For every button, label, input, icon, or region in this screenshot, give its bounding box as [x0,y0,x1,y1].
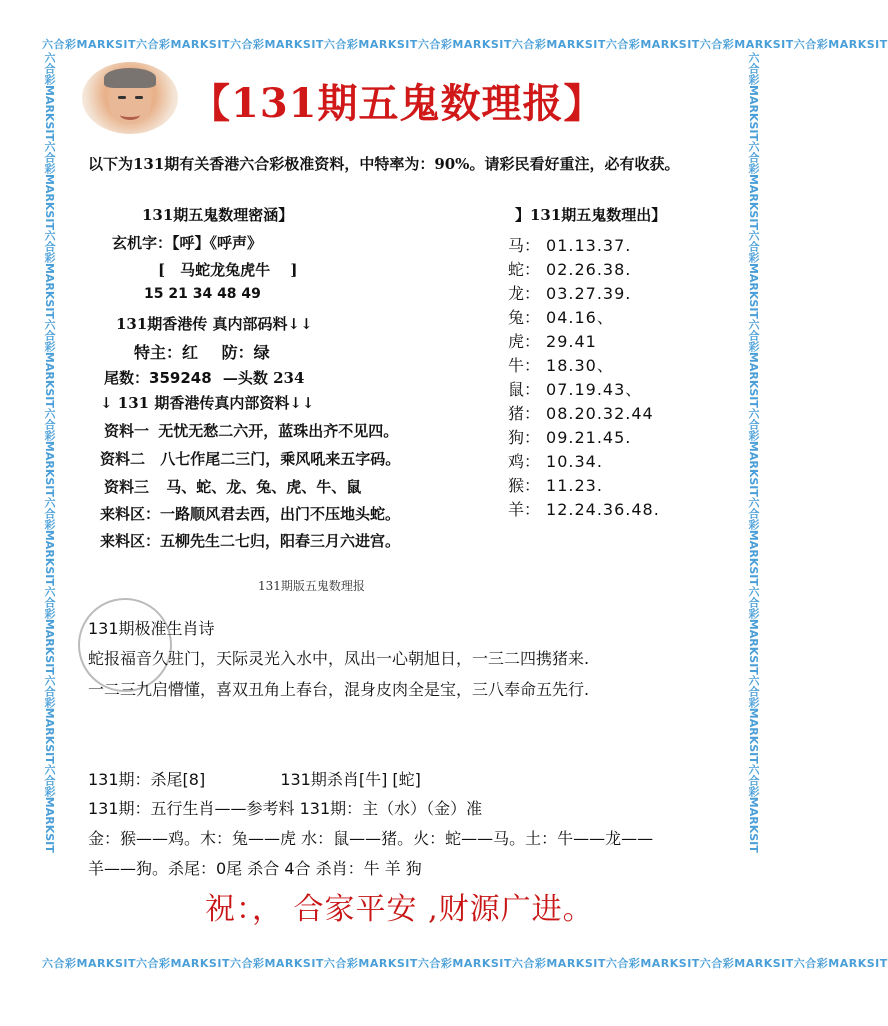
zodiac-animal: 猪： [508,404,541,423]
material-row [100,503,400,524]
closing-wish: 祝：， 合家平安 ,财源广进。 [205,892,594,927]
zodiac-numbers: 01.13.37. [546,236,632,255]
material-text: 一路顺风君去西，出门不压地头蛇。 [160,505,401,523]
zodiac-row [508,497,660,520]
zodiac-numbers-heading: 】131期五鬼数理出】 [515,206,667,224]
zodiac-numbers: 03.27.39. [546,284,632,303]
avatar-hair [104,68,156,88]
material-row [104,420,398,441]
zodiac-row [508,281,631,304]
zodiac-row [508,449,603,472]
zodiac-row [508,329,597,352]
zodiac-animal: 猴： [508,476,541,495]
zodiac-animal: 鼠： [508,380,541,399]
wuxing-row: 131期：五行生肖——参考料 131期：主（水）（金）准 [88,799,483,818]
material-row [100,448,400,469]
poem-line: 蛇报福音久驻门，天际灵光入水中，凤出一心朝旭日，一三二四携猪来. [88,649,590,668]
kill-row [88,767,421,790]
frame-left-watermark: 六合彩MARKSIT六合彩MARKSIT六合彩MARKSIT六合彩MARKSIT六合彩MARKSIT六合彩MARKSIT六合彩MARKSIT六合彩MARKSIT六合彩MARKSIT [43,52,56,853]
material-row [100,530,400,551]
zodiac-row [508,257,631,280]
kill-zodiac: 131期杀肖[牛] [蛇] [280,770,421,789]
material-label: 资料一 [104,422,150,440]
avatar-eye-right [135,96,143,99]
fang-label: 防：绿 [221,343,270,362]
frame-right-watermark: 六合彩MARKSIT六合彩MARKSIT六合彩MARKSIT六合彩MARKSIT六合彩MARKSIT六合彩MARKSIT六合彩MARKSIT六合彩MARKSIT六合彩MARKSIT [747,52,760,853]
avatar-smile [120,110,140,120]
material-text: 八七作尾二三门，乘风吼来五字码。 [160,450,401,468]
zodiac-numbers: 18.30、 [546,356,614,375]
poem-line: 一二三九启懵懂，喜双丑角上春台，混身皮肉全是宝，三八奉命五先行. [88,680,590,699]
frame-bottom-watermark: 六合彩MARKSIT六合彩MARKSIT六合彩MARKSIT六合彩MARKSIT六合彩MARKSIT六合彩MARKSIT六合彩MARKSIT六合彩MARKSIT六合彩MARKSIT [42,957,888,970]
zodiac-animal: 龙： [508,284,541,303]
material-text: 无忧无愁二六开，蓝珠出齐不见四。 [158,422,399,440]
zodiac-animal: 羊： [508,500,541,519]
material-row [104,476,361,497]
material-text: 五柳先生二七归，阳春三月六进宫。 [160,532,401,550]
zodiac-numbers: 09.21.45. [546,428,632,447]
material-label: 来料区： [100,532,161,550]
xuanji-label: 玄机字： [112,234,173,252]
poem-title: 131期极准生肖诗 [88,619,215,638]
zodiac-row [508,473,603,496]
frame-top-watermark: 六合彩MARKSIT六合彩MARKSIT六合彩MARKSIT六合彩MARKSIT六合彩MARKSIT六合彩MARKSIT六合彩MARKSIT六合彩MARKSIT六合彩MARKSIT [42,38,888,51]
element-row: 金：猴——鸡。木：兔——虎 水：鼠——猪。火：蛇——马。土：牛——龙—— [88,829,654,848]
avatar-eye-left [118,96,126,99]
material-label: 来料区： [100,505,161,523]
zodiac-animal: 蛇： [508,260,541,279]
zodiac-row [508,401,654,424]
zodiac-animal: 牛： [508,356,541,375]
hk-fax-heading-2: ↓ 131 期香港传真内部资料↓↓ [100,394,315,412]
zodiac-numbers: 02.26.38. [546,260,632,279]
zodiac-row [508,233,631,256]
zodiac-numbers: 29.41 [546,332,597,351]
material-label: 资料三 [104,478,150,496]
zodiac-row [508,377,642,400]
zodiac-numbers: 10.34. [546,452,603,471]
zodiac-animal: 鸡： [508,452,541,471]
xuanji-value: 【呼】《呼声》 [172,234,263,252]
toushu-value: —头数 234 [222,369,305,387]
kill-tail: 131期：杀尾[8] [88,770,206,789]
weishu-row [104,367,304,388]
special-numbers: 15 21 34 48 49 [144,286,261,302]
weishu-label: 尾数： [104,369,150,387]
zodiac-numbers: 12.24.36.48. [546,500,660,519]
tezhu-row [134,340,270,363]
zodiac-row [508,425,631,448]
element-row-2: 羊——狗。杀尾：0尾 杀合 4合 杀肖：牛 羊 狗 [88,859,422,878]
zodiac-animal: 兔： [508,308,541,327]
zodiac-animal: 马： [508,236,541,255]
zodiac-numbers: 11.23. [546,476,603,495]
mid-caption: 131期版五鬼数理报 [258,579,365,593]
zodiac-animal: 虎： [508,332,541,351]
intro-text: 以下为131期有关香港六合彩极准资料，中特率为：90%。请彩民看好重注，必有收获。 [88,155,680,173]
zodiac-numbers: 07.19.43、 [546,380,643,399]
tezhu-label: 特主：红 [134,343,199,362]
zodiac-animal: 狗： [508,428,541,447]
material-text: 马、蛇、龙、兔、虎、牛、鼠 [166,478,362,496]
zodiac-group: [ 马蛇龙兔虎牛 ] [158,261,298,279]
zodiac-numbers: 08.20.32.44 [546,404,654,423]
zodiac-row [508,353,614,376]
avatar [82,62,178,134]
secret-heading: 131期五鬼数理密涵】 [142,206,294,224]
page-title: 【131期五鬼数理报】 [190,80,605,127]
weishu-value: 359248 [149,369,212,387]
material-label: 资料二 [100,450,146,468]
zodiac-row [508,305,614,328]
hk-fax-heading: 131期香港传 真内部码料↓↓ [116,315,313,333]
xuanji-row [112,232,262,253]
zodiac-numbers: 04.16、 [546,308,614,327]
